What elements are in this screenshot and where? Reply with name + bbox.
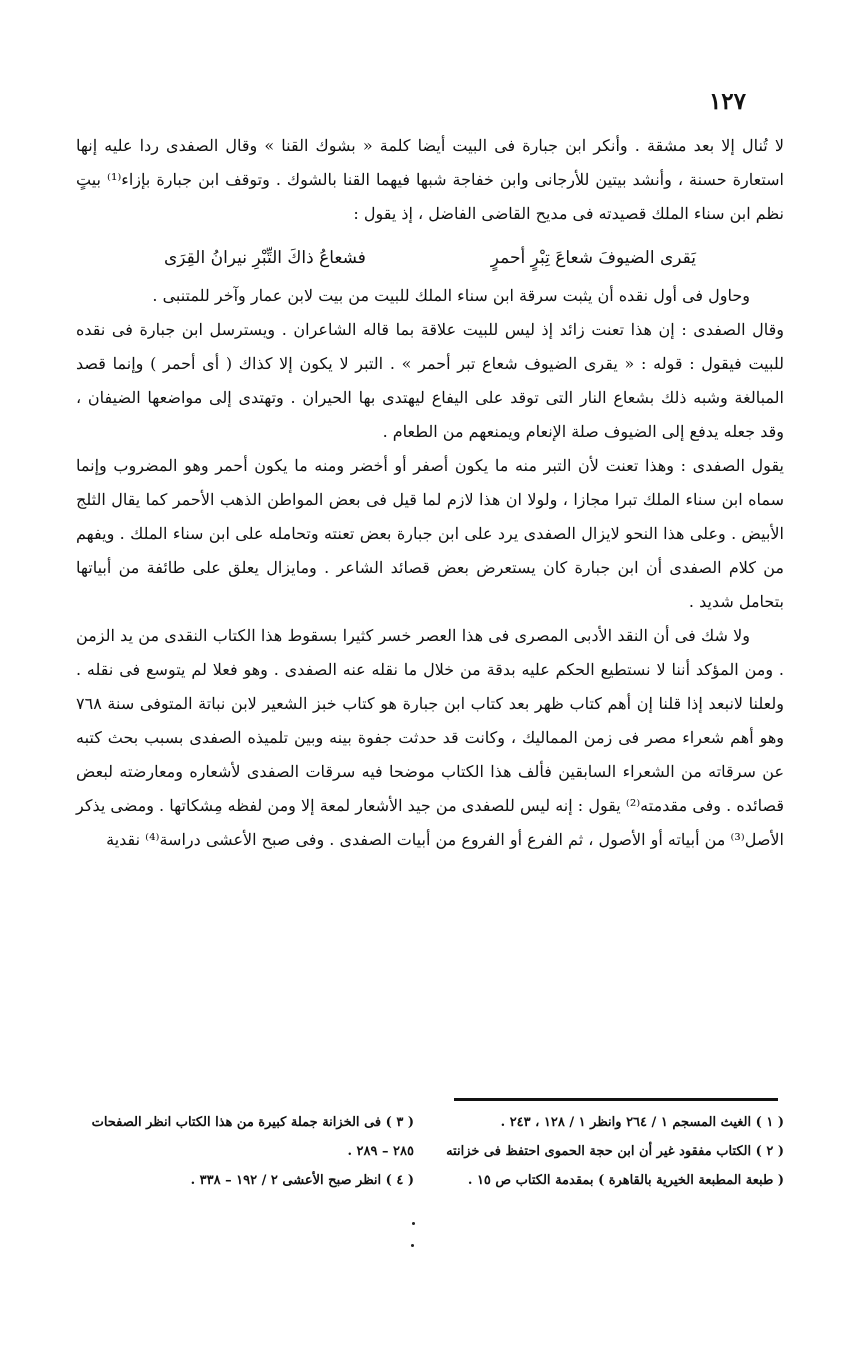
paragraph-3: وقال الصفدى : إن هذا تعنت زائد إذ ليس للبيت علاقة بما قاله الشاعران . ويسترسل ابن جبارة فى نقده للبيت فيقول : قوله : « يقرى الضيوف شعاع تبر أحمر » . التبر لا يكون إلا كذاك ( أى أحمر ) وإنما قصد المبالغة وشبه ذلك بشعاع النار التى توقد على اليفاع ليهتدى بها الحيران . وتهتدى إلى مواضعها الضيفان ، وقد جعله يدفع إلى الضيوف صلة الإنعام ويمنعهم من الطعام . — [76, 320, 784, 441]
poem-verse — [76, 231, 784, 279]
footnote-2: ( ٢ ) الكتاب مفقود غير أن ابن حجة الحموى احتفظ فى خزانته ( طبعة المطبعة الخيرية بالقاهرة ) بمقدمة الكتاب ص ١٥ . — [446, 1144, 784, 1188]
main-text — [76, 129, 784, 857]
scan-speck — [412, 1222, 415, 1225]
footnotes — [76, 1108, 784, 1195]
paragraph-5: ولا شك فى أن النقد الأدبى المصرى فى هذا العصر خسر كثيرا بسقوط هذا الكتاب النقدى من يد الزمن . ومن المؤكد أننا لا نستطيع الحكم عليه بدقة من خلال ما نقله عنه الصفدى . وهو فعلا لم يتوسع فى نقله . ولعلنا لانبعد إذا قلنا إن أهم كتاب ظهر بعد كتاب ابن جبارة هو كتاب خبز الشعير لابن نباتة المتوفى سنة ٧٦٨ وهو أهم شعراء مصر فى زمن المماليك ، وكانت قد حدثت جفوة بينه وبين تلميذه الصفدى بسبب بحث كتبه عن سرقاته من الشعراء السابقين فألف هذا الكتاب موضحا فيه سرقات الصفدى لأشعاره ومعارضته لبعض قصائده . وفى مقدمته⁽²⁾ يقول : إنه ليس للصفدى من جيد الأشعار لمعة إلا ومن لفظه مِشكاتها . ومضى يذكر الأصل⁽³⁾ من أبياته أو الأصول ، ثم الفرع أو الفروع من أبيات الصفدى . وفى صبح الأعشى دراسة⁽⁴⁾ نقدية — [76, 626, 785, 849]
footnote-4: ( ٤ ) انظر صبح الأعشى ٢ / ١٩٢ – ٣٣٨ . — [190, 1173, 414, 1188]
paragraph-2: وحاول فى أول نقده أن يثبت سرقة ابن سناء الملك للبيت من بيت لابن عمار وآخر للمتنبى . — [152, 286, 750, 305]
scan-speck — [411, 1244, 414, 1247]
paragraph-1: لا تُنال إلا بعد مشقة . وأنكر ابن جبارة فى البيت أيضا كلمة « بشوك القنا » وقال الصفدى ردا عليه إنها استعارة حسنة ، وأنشد بيتين للأرجانى وابن خفاجة شبها فيهما القنا بالشوك . وتوقف ابن جبارة بإزاء⁽¹⁾ بيتٍ نظم ابن سناء الملك قصيدته فى مديح القاضى الفاضل ، إذ يقول : — [76, 136, 784, 223]
verse-second-hemistich: فشعاعُ ذاكَ التِّبْرِ نيرانُ القِرَى — [164, 248, 366, 268]
footnote-3: ( ٣ ) فى الخزانة جملة كبيرة من هذا الكتاب انظر الصفحات ٢٨٥ – ٢٨٩ . — [91, 1115, 414, 1159]
paragraph-4: يقول الصفدى : وهذا تعنت لأن التبر منه ما يكون أصفر أو أخضر ومنه ما يكون أحمر وهو المضروب وإنما سماه ابن سناء الملك تبرا مجازا ، ولولا ان هذا لازم لما قيل فى بعض المواطن الذهب الأحمر كما يقال الثلج الأبيض . وعلى هذا النحو لايزال الصفدى يرد على ابن جبارة بعض تعنته وتحامله على ابن سناء الملك . ويفهم من كلام الصفدى أن ابن جبارة كان يستعرض بعض قصائد الشاعر . ومايزال يعلق على طائفة من أبياتها بتحامل شديد . — [76, 456, 784, 611]
footnotes-left-column — [76, 1108, 414, 1195]
verse-first-hemistich: يَقرى الضيوفَ شعاعَ تِبْرٍ أحمرٍ — [490, 248, 696, 268]
footnote-1: ( ١ ) الغيث المسجم ١ / ٢٦٤ وانظر ١ / ١٢٨ ، ٢٤٣ . — [500, 1115, 784, 1130]
footnotes-right-column — [446, 1108, 784, 1195]
footnote-divider — [454, 1098, 778, 1101]
page-number: ١٢٧ — [708, 88, 746, 115]
